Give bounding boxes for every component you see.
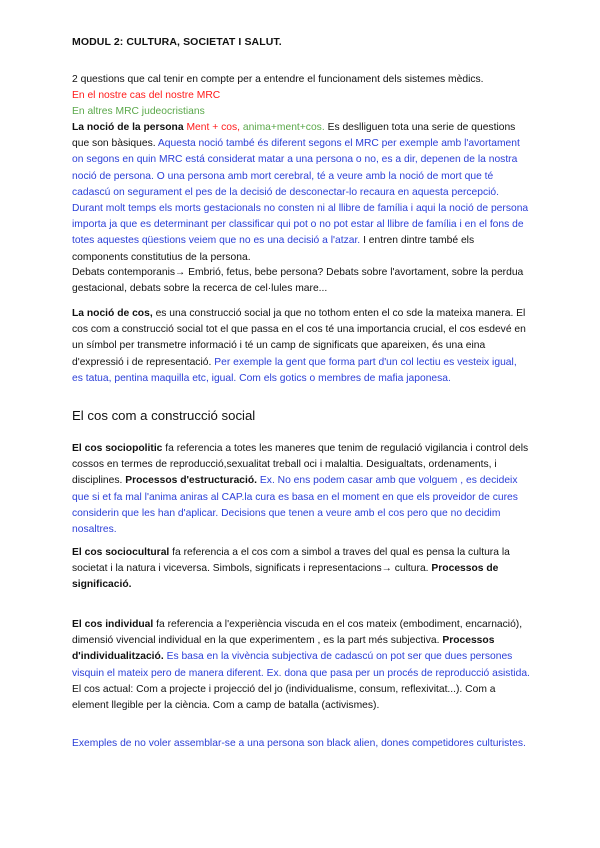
exemples-paragraph — [72, 736, 530, 752]
exemples-text: Exemples de no voler assemblar-se a una persona son black alien, dones competidores culturistes. — [72, 738, 526, 749]
persona-heading: La noció de la persona — [72, 122, 184, 133]
sociocultural-paragraph — [72, 545, 530, 594]
sociocultural-heading: El cos sociocultural — [72, 547, 170, 558]
individual-blue-text: Es basa en la vivència subjectiva de cadascú on pot ser que dues persones visquin el mateix pero de manera diferent. Ex. dona que pasa per un procés de reproducció asistida. — [72, 651, 530, 679]
cos-paragraph — [72, 306, 530, 387]
cos-blue-text: Per exemple la gent que forma part d'un col lectiu es vesteix igual, es tatua, pentina maquilla etc, igual. Com els gotics o membres de mafia japonesa. — [72, 356, 517, 384]
sociopolitic-blue-text: Ex. No ens podem casar amb que volguem , es decideix que si et fa mal l'anima aniras al CAP.la cura es basa en el moment en que els proveidor de cures considerin que les han d'aplicar. Decisions que tenen a veure amb el cos pero que no decidim nosaltres. — [72, 475, 518, 536]
cos-text: es una construcció social ja que no tothom enten el co sde la mateixa manera. El cos com a construcció social tot el que passa en el cos té una importancia crucial, el cos esdevé en un símbol per transmetre informació i té un camp de significats que apareixen, és una eina d'expressió i de representació. — [72, 308, 526, 368]
sociopolitic-process: Processos d'estructuració. — [125, 475, 258, 487]
cos-actual-text: El cos actual: Com a projecte i projecció del jo (individualisme, consum, reflexivitat...). Com a element llegible per la ciència. Com a camp de batalla (activismes). — [72, 683, 496, 712]
persona-paragraph — [72, 120, 530, 266]
persona-red-text: Ment + cos, — [186, 122, 240, 133]
section-heading: El cos com a construcció social — [72, 408, 256, 423]
intro-line: 2 questions que cal tenir en compte per a entendre el funcionament dels sistemes mèdics. — [72, 74, 484, 85]
intro-line-red: En el nostre cas del nostre MRC — [72, 90, 221, 102]
debats-paragraph — [72, 265, 530, 297]
persona-blue-text: Aquesta noció també és diferent segons el MRC per exemple amb l'avortament on segons en quin MRC está considerat matar a una persona o no, es a dir, depenen de la nostra noció de persona. O una persona amb mort cerebral, té a veure amb la noció de mort que té cadascú on segurament el pes de la decisió de desconectar-lo recaura en aquesta percepció. Durant molt temps els morts gestacionals no consten ni al llibre de família i aqui la noció de persona importa ja que es determinant per classificar qui pot o no pot estar al llibre de família i en el fons de totes aquestes qüestions veiem que no es una decisió a l'atzar. — [72, 138, 529, 247]
intro-line-green: En altres MRC judeocristians — [72, 106, 205, 118]
individual-heading: El cos individual — [72, 619, 154, 630]
persona-text: Es deslliguen tota una serie de questions que son bàsiques. — [72, 122, 516, 150]
sociocultural-process: Processos de significació. — [72, 563, 499, 591]
sociopolitic-paragraph — [72, 441, 530, 538]
intro-paragraph — [72, 72, 530, 121]
individual-text: fa referencia a l'experiència viscuda en el cos mateix (embodiment, encarnació), dimensió vivencial individual en la que experimentem , es la part més subjectiva. — [72, 619, 523, 647]
individual-paragraph — [72, 617, 530, 714]
individual-process: Processos d'individualització. — [72, 635, 495, 663]
sociocultural-text: fa referencia a el cos com a simbol a traves del qual es pensa la cultura la societat i la natura i viceversa. Simbols, significats i representacions→ cultura. — [72, 547, 510, 575]
page-title: MODUL 2: CULTURA, SOCIETAT I SALUT. — [72, 36, 282, 48]
debats-text: Debats contemporanis→ Embrió, fetus, bebe persona? Debats sobre l'avortament, sobre la perdua gestacional, debats sobre la recerca de cel·lules mare... — [72, 267, 524, 295]
persona-green-text: anima+ment+cos. — [242, 122, 325, 133]
sociopolitic-text: fa referencia a totes les maneres que tenim de regulació vigilancia i control dels cossos en termes de reproducció,sexualitat treball oci i malaltia. Desigualtats, ordenaments, i disciplines. — [72, 443, 529, 487]
cos-heading: La noció de cos, — [72, 308, 153, 319]
sociopolitic-heading: El cos sociopolitic — [72, 443, 163, 454]
persona-text-end: I entren dintre també els components constitutius de la persona. — [72, 235, 475, 263]
